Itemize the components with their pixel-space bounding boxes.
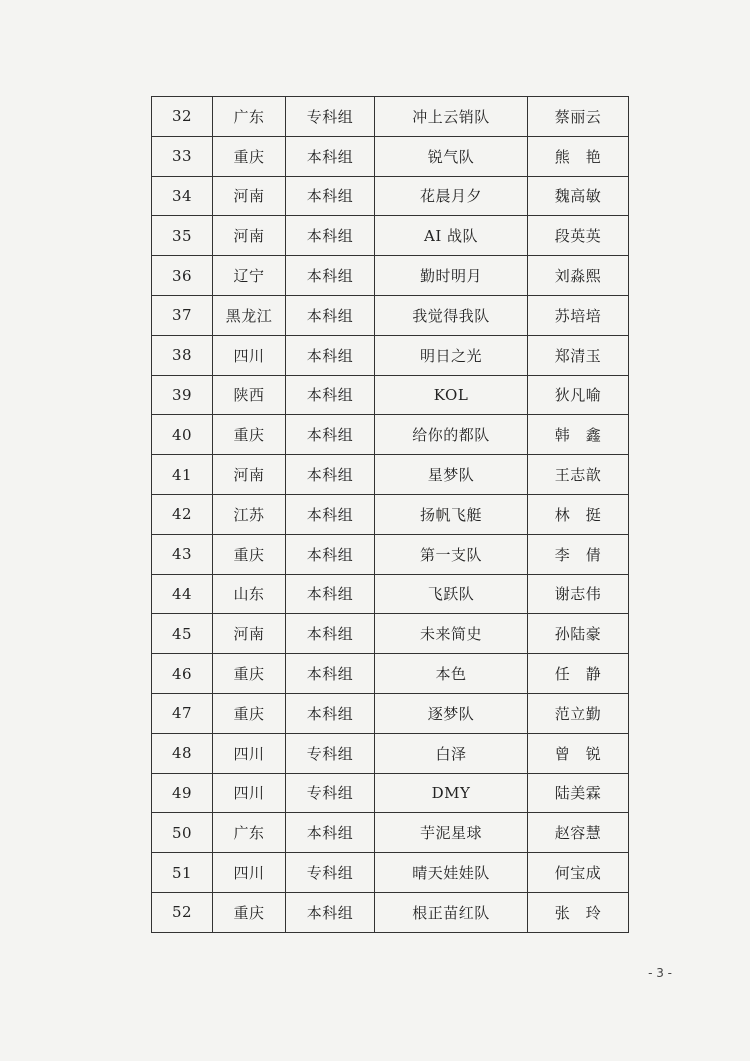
province-cell: 陕西 (213, 375, 286, 415)
table-row (152, 614, 629, 654)
table-row (152, 654, 629, 694)
province-cell: 广东 (213, 813, 286, 853)
team-name-cell: 勤时明月 (375, 256, 528, 296)
row-number-cell: 46 (152, 654, 213, 694)
row-number-cell: 43 (152, 534, 213, 574)
team-name-cell: 晴天娃娃队 (375, 853, 528, 893)
group-cell: 本科组 (286, 136, 375, 176)
leader-cell: 张 玲 (528, 892, 629, 932)
leader-cell: 王志歆 (528, 455, 629, 495)
province-cell: 重庆 (213, 892, 286, 932)
table-row (152, 256, 629, 296)
province-cell: 黑龙江 (213, 295, 286, 335)
leader-cell: 郑清玉 (528, 335, 629, 375)
group-cell: 专科组 (286, 853, 375, 893)
province-cell: 重庆 (213, 654, 286, 694)
table-row (152, 534, 629, 574)
province-cell: 重庆 (213, 534, 286, 574)
leader-cell: 孙陆豪 (528, 614, 629, 654)
group-cell: 本科组 (286, 455, 375, 495)
leader-cell: 韩 鑫 (528, 415, 629, 455)
table-row (152, 853, 629, 893)
team-name-cell: KOL (375, 375, 528, 415)
team-name-cell: 飞跃队 (375, 574, 528, 614)
team-name-cell: 锐气队 (375, 136, 528, 176)
leader-cell: 刘淼熙 (528, 256, 629, 296)
row-number-cell: 37 (152, 295, 213, 335)
province-cell: 江苏 (213, 494, 286, 534)
province-cell: 重庆 (213, 693, 286, 733)
table-row (152, 375, 629, 415)
province-cell: 山东 (213, 574, 286, 614)
row-number-cell: 32 (152, 97, 213, 137)
province-cell: 河南 (213, 455, 286, 495)
table-row (152, 295, 629, 335)
leader-cell: 陆美霖 (528, 773, 629, 813)
province-cell: 广东 (213, 97, 286, 137)
group-cell: 本科组 (286, 574, 375, 614)
team-name-cell: 给你的都队 (375, 415, 528, 455)
team-name-cell: 逐梦队 (375, 693, 528, 733)
table-row (152, 455, 629, 495)
team-name-cell: AI 战队 (375, 216, 528, 256)
group-cell: 本科组 (286, 256, 375, 296)
leader-cell: 任 静 (528, 654, 629, 694)
table-row (152, 176, 629, 216)
leader-cell: 熊 艳 (528, 136, 629, 176)
table-row (152, 693, 629, 733)
table-row (152, 335, 629, 375)
team-name-cell: 冲上云销队 (375, 97, 528, 137)
table-row (152, 574, 629, 614)
row-number-cell: 40 (152, 415, 213, 455)
row-number-cell: 44 (152, 574, 213, 614)
team-name-cell: 花晨月夕 (375, 176, 528, 216)
leader-cell: 范立勤 (528, 693, 629, 733)
table-row (152, 813, 629, 853)
leader-cell: 魏高敏 (528, 176, 629, 216)
table-row (152, 415, 629, 455)
province-cell: 重庆 (213, 415, 286, 455)
row-number-cell: 50 (152, 813, 213, 853)
row-number-cell: 51 (152, 853, 213, 893)
page-number: - 3 - (648, 966, 672, 980)
team-name-cell: 白泽 (375, 733, 528, 773)
group-cell: 本科组 (286, 295, 375, 335)
team-name-cell: 我觉得我队 (375, 295, 528, 335)
row-number-cell: 42 (152, 494, 213, 534)
group-cell: 本科组 (286, 813, 375, 853)
leader-cell: 谢志伟 (528, 574, 629, 614)
province-cell: 四川 (213, 853, 286, 893)
row-number-cell: 45 (152, 614, 213, 654)
group-cell: 本科组 (286, 375, 375, 415)
team-name-cell: DMY (375, 773, 528, 813)
table-row (152, 97, 629, 137)
team-roster-table (151, 96, 629, 933)
team-name-cell: 第一支队 (375, 534, 528, 574)
row-number-cell: 41 (152, 455, 213, 495)
province-cell: 四川 (213, 733, 286, 773)
table-row (152, 136, 629, 176)
leader-cell: 蔡丽云 (528, 97, 629, 137)
group-cell: 本科组 (286, 693, 375, 733)
leader-cell: 段英英 (528, 216, 629, 256)
table-row (152, 216, 629, 256)
province-cell: 四川 (213, 335, 286, 375)
leader-cell: 何宝成 (528, 853, 629, 893)
roster-body (152, 97, 629, 933)
team-name-cell: 明日之光 (375, 335, 528, 375)
province-cell: 河南 (213, 216, 286, 256)
group-cell: 本科组 (286, 216, 375, 256)
row-number-cell: 47 (152, 693, 213, 733)
group-cell: 本科组 (286, 614, 375, 654)
province-cell: 重庆 (213, 136, 286, 176)
group-cell: 专科组 (286, 97, 375, 137)
leader-cell: 林 挺 (528, 494, 629, 534)
leader-cell: 苏培培 (528, 295, 629, 335)
row-number-cell: 36 (152, 256, 213, 296)
table-row (152, 773, 629, 813)
leader-cell: 曾 锐 (528, 733, 629, 773)
group-cell: 本科组 (286, 654, 375, 694)
group-cell: 本科组 (286, 415, 375, 455)
group-cell: 本科组 (286, 892, 375, 932)
table-row (152, 494, 629, 534)
group-cell: 专科组 (286, 773, 375, 813)
province-cell: 河南 (213, 614, 286, 654)
group-cell: 本科组 (286, 494, 375, 534)
row-number-cell: 34 (152, 176, 213, 216)
row-number-cell: 38 (152, 335, 213, 375)
row-number-cell: 33 (152, 136, 213, 176)
group-cell: 本科组 (286, 335, 375, 375)
team-name-cell: 本色 (375, 654, 528, 694)
row-number-cell: 52 (152, 892, 213, 932)
table-row (152, 892, 629, 932)
team-name-cell: 星梦队 (375, 455, 528, 495)
row-number-cell: 35 (152, 216, 213, 256)
leader-cell: 狄凡喻 (528, 375, 629, 415)
team-name-cell: 未来简史 (375, 614, 528, 654)
row-number-cell: 39 (152, 375, 213, 415)
team-name-cell: 根正苗红队 (375, 892, 528, 932)
province-cell: 河南 (213, 176, 286, 216)
leader-cell: 赵容慧 (528, 813, 629, 853)
group-cell: 本科组 (286, 176, 375, 216)
group-cell: 本科组 (286, 534, 375, 574)
province-cell: 辽宁 (213, 256, 286, 296)
table-row (152, 733, 629, 773)
province-cell: 四川 (213, 773, 286, 813)
row-number-cell: 48 (152, 733, 213, 773)
team-name-cell: 芋泥星球 (375, 813, 528, 853)
group-cell: 专科组 (286, 733, 375, 773)
row-number-cell: 49 (152, 773, 213, 813)
leader-cell: 李 倩 (528, 534, 629, 574)
team-name-cell: 扬帆飞艇 (375, 494, 528, 534)
